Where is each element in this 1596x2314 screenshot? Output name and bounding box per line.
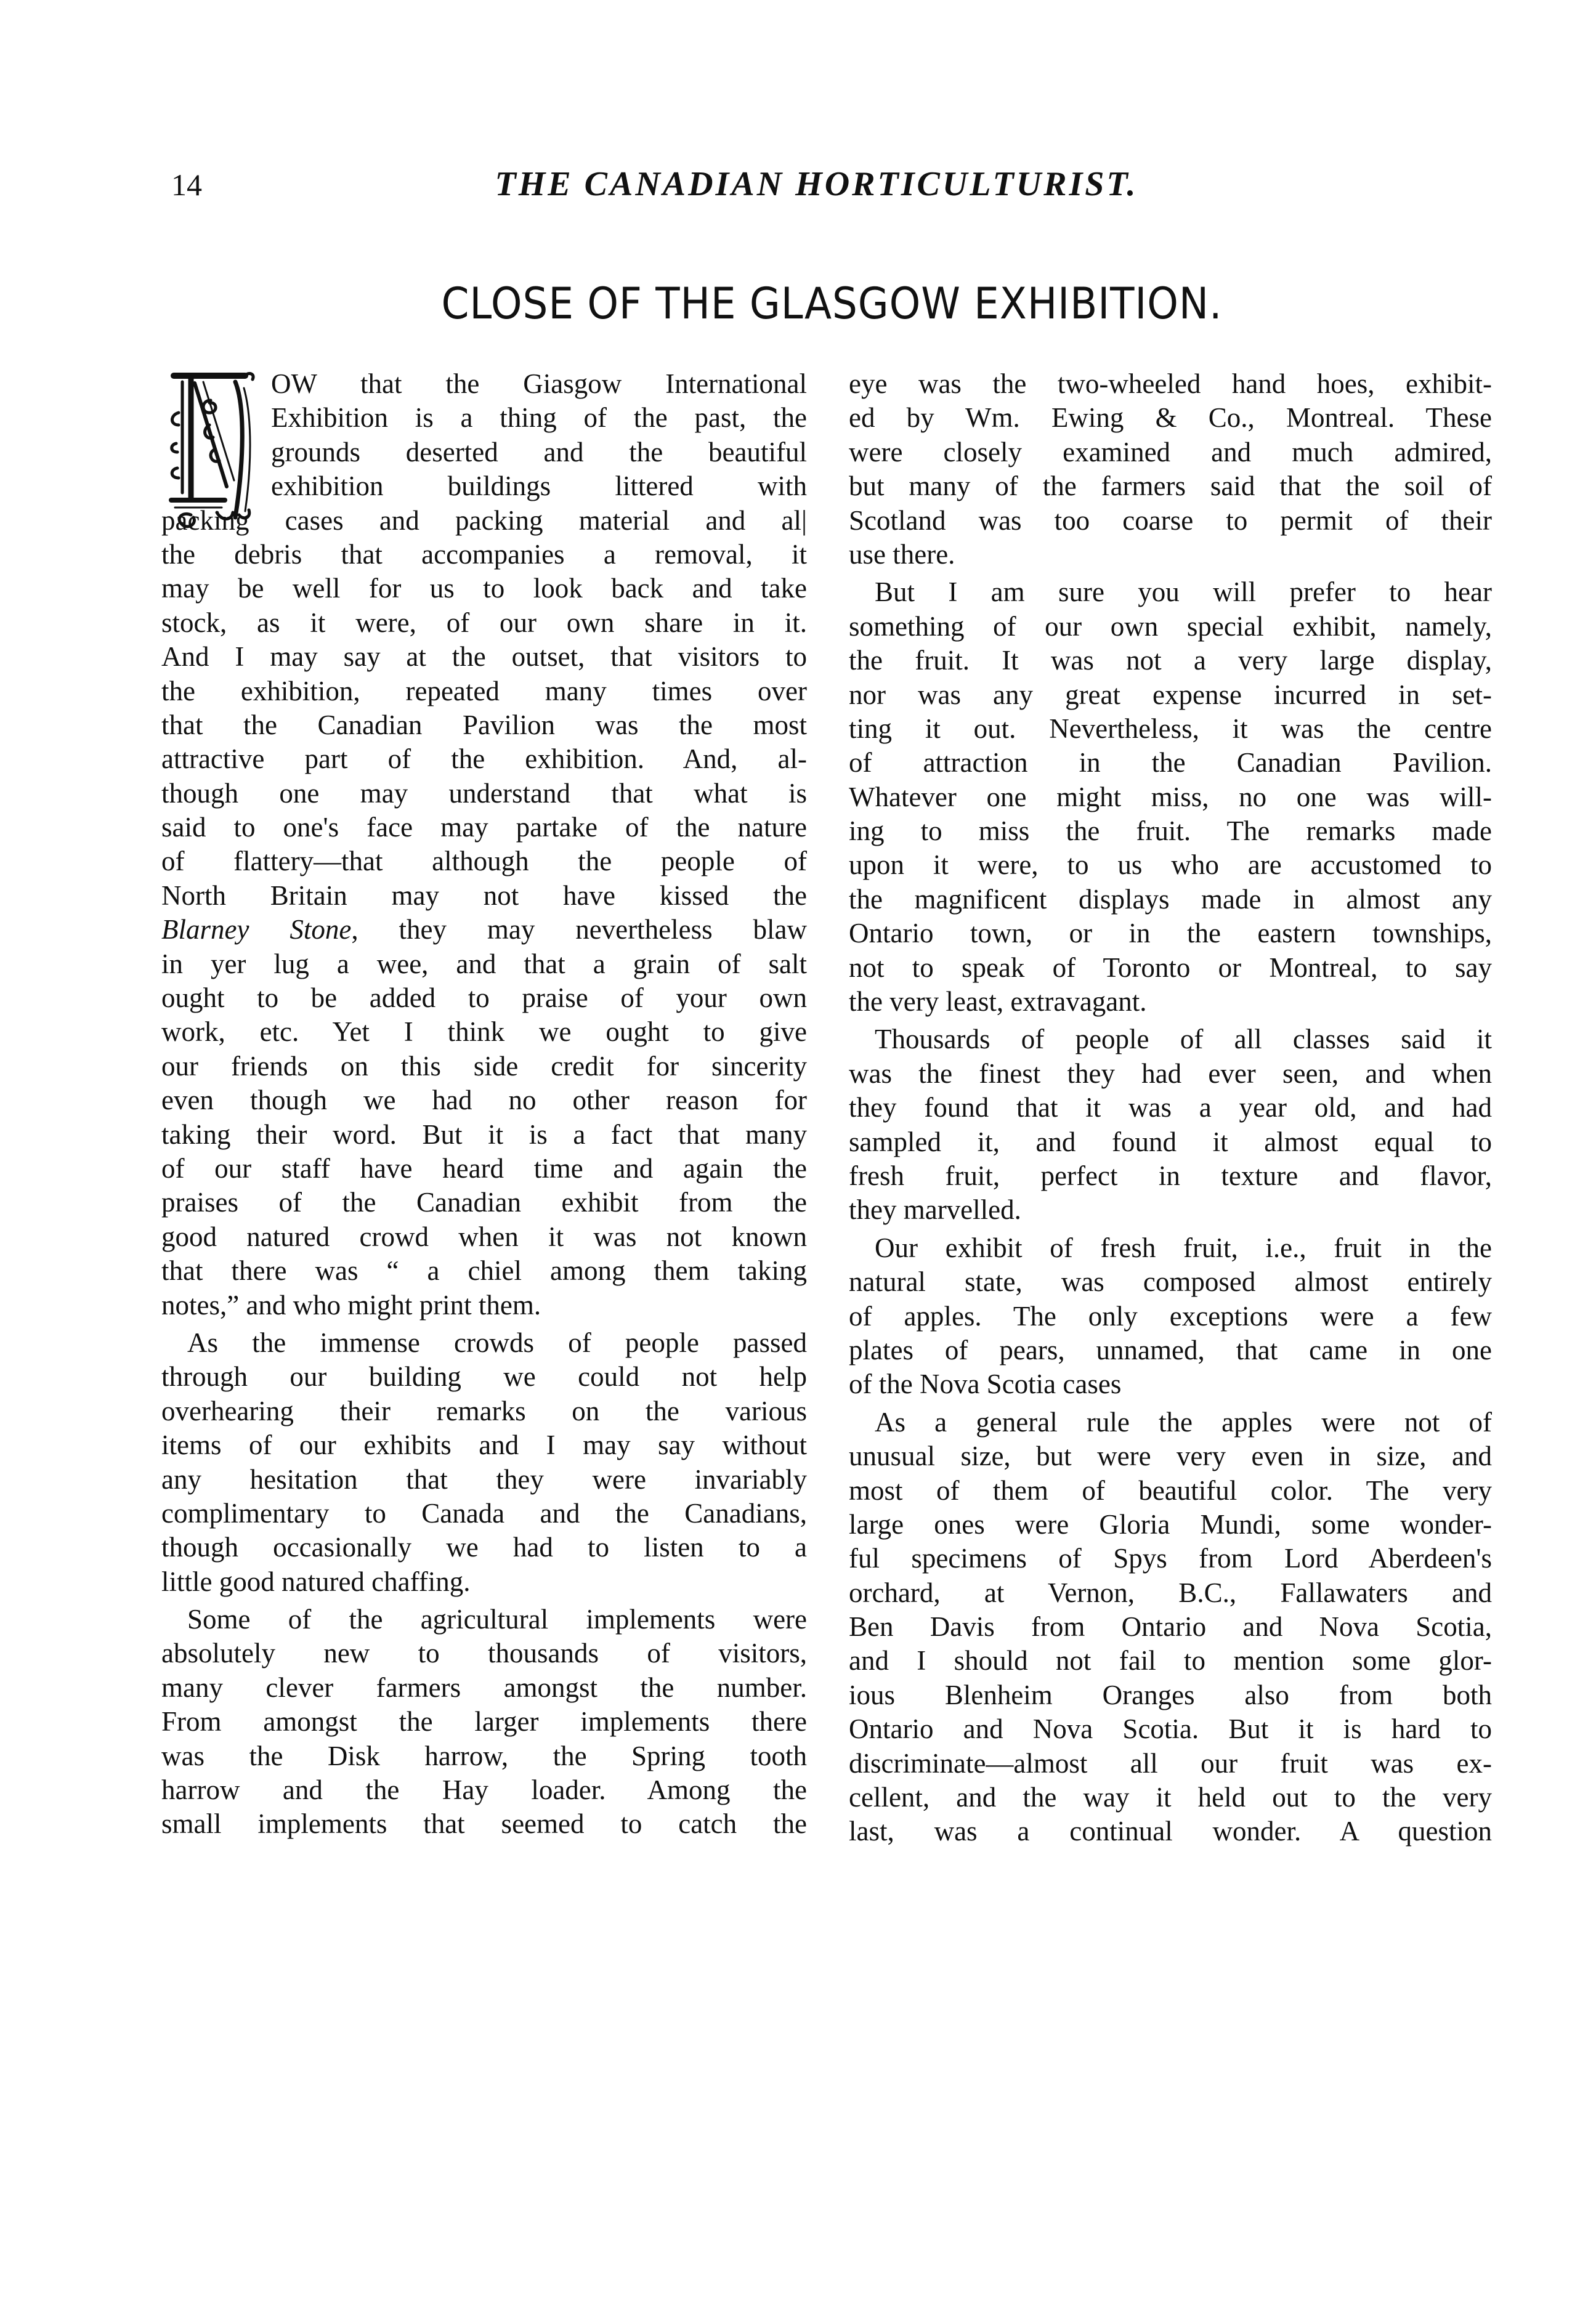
text-line: of apples. The only exceptions were a few — [849, 1300, 1492, 1332]
text-line: grounds deserted and the beautiful — [271, 436, 807, 467]
text-line: in yer lug a wee, and that a grain of salt — [161, 948, 807, 979]
text-line: ought to be added to praise of your own — [161, 982, 807, 1014]
text-line: cellent, and the way it held out to the very — [849, 1782, 1492, 1813]
right-column — [849, 367, 1492, 1849]
text-line: ious Blenheim Oranges also from both — [849, 1679, 1492, 1710]
running-head: THE CANADIAN HORTICULTURIST. — [495, 165, 1138, 203]
text-line: Our exhibit of fresh fruit, i.e., fruit in the — [875, 1232, 1492, 1263]
text-line: though one may understand that what is — [161, 777, 807, 809]
text-line: use there. — [849, 538, 955, 570]
text-line: ing to miss the fruit. The remarks made — [849, 815, 1492, 847]
text-line: And I may say at the outset, that visitors to — [161, 641, 807, 673]
italic-phrase: Blarney Stone — [161, 914, 352, 945]
text-line: of attraction in the Canadian Pavilion. — [849, 747, 1492, 779]
text-line: Thousards of people of all classes said it — [875, 1024, 1492, 1055]
text-line: praises of the Canadian exhibit from the — [161, 1187, 807, 1218]
text-line: our friends on this side credit for sincerity — [161, 1050, 807, 1082]
text-line: the magnificent displays made in almost any — [849, 883, 1492, 915]
text-line: were closely examined and much admired, — [849, 436, 1492, 467]
text-line: nor was any great expense incurred in set- — [849, 679, 1492, 710]
text-line: ed by Wm. Ewing & Co., Montreal. These — [849, 402, 1492, 434]
text-line: Ontario town, or in the eastern townships, — [849, 918, 1492, 949]
text-line: the fruit. It was not a very large display, — [849, 645, 1492, 676]
text-line: Ontario and Nova Scotia. But it is hard to — [849, 1713, 1492, 1745]
text-line: plates of pears, unnamed, that came in one — [849, 1334, 1492, 1365]
text-line: was the Disk harrow, the Spring tooth — [161, 1740, 807, 1771]
page-number: 14 — [171, 168, 202, 202]
text-line: most of them of beautiful color. The very — [849, 1475, 1492, 1506]
text-line: complimentary to Canada and the Canadians, — [161, 1497, 807, 1529]
text-line: notes,” and who might print them. — [161, 1289, 541, 1321]
text-line: though occasionally we had to listen to a — [161, 1532, 807, 1563]
text-line: North Britain may not have kissed the — [161, 880, 807, 911]
text-line: attractive part of the exhibition. And, al- — [161, 743, 807, 775]
text-line: any hesitation that they were invariably — [161, 1463, 807, 1495]
text-line: even though we had no other reason for — [161, 1085, 807, 1116]
text-line: discriminate—almost all our fruit was ex- — [849, 1747, 1492, 1779]
text-line: eye was the two-wheeled hand hoes, exhibit- — [849, 368, 1492, 399]
text-line: good natured crowd when it was not known — [161, 1221, 807, 1252]
text-line: they found that it was a year old, and had — [849, 1092, 1492, 1123]
text-line: Some of the agricultural implements were — [187, 1604, 807, 1635]
text-line: that the Canadian Pavilion was the most — [161, 709, 807, 740]
text-line: they marvelled. — [849, 1194, 1021, 1226]
text-line: unusual size, but were very even in size, and — [849, 1441, 1492, 1472]
text-line: taking their word. But it is a fact that many — [161, 1119, 807, 1150]
text-line: fresh fruit, perfect in texture and flavor, — [849, 1160, 1492, 1191]
text-line: little good natured chaffing. — [161, 1566, 471, 1597]
text-line: ting it out. Nevertheless, it was the centre — [849, 713, 1492, 744]
text-line: work, etc. Yet I think we ought to give — [161, 1016, 807, 1048]
left-column — [161, 367, 807, 1842]
text-line: items of our exhibits and I may say without — [161, 1430, 807, 1461]
text-line: last, was a continual wonder. A question — [849, 1816, 1492, 1847]
text-line: large ones were Gloria Mundi, some wonder- — [849, 1508, 1492, 1540]
text-line: Scotland was too coarse to permit of their — [849, 504, 1492, 536]
text-line: many clever farmers amongst the number. — [161, 1672, 807, 1703]
text-line: absolutely new to thousands of visitors, — [161, 1638, 807, 1669]
text-line: but many of the farmers said that the soil of — [849, 471, 1492, 502]
text-line: small implements that seemed to catch the — [161, 1808, 807, 1840]
text-line: upon it were, to us who are accustomed to — [849, 849, 1492, 881]
text-line: overhearing their remarks on the various — [161, 1395, 807, 1426]
text-line: that there was “ a chiel among them taking — [161, 1255, 807, 1287]
text-line: harrow and the Hay loader. Among the — [161, 1774, 807, 1806]
text-line: something of our own special exhibit, namely, — [849, 610, 1492, 642]
text-line: the exhibition, repeated many times over — [161, 675, 807, 706]
text-line: through our building we could not help — [161, 1361, 807, 1393]
text-line: exhibition buildings littered with — [271, 471, 807, 502]
text-line: Whatever one might miss, no one was will- — [849, 781, 1492, 812]
text-line: Ben Davis from Ontario and Nova Scotia, — [849, 1611, 1492, 1643]
text-line: But I am sure you will prefer to hear — [875, 576, 1492, 608]
text-line: From amongst the larger implements there — [161, 1706, 807, 1738]
text-line: Exhibition is a thing of the past, the — [271, 402, 807, 434]
text-fragment: , they may nevertheless blaw — [351, 914, 807, 945]
text-line: ful specimens of Spys from Lord Aberdeen's — [849, 1543, 1492, 1574]
text-line: was the finest they had ever seen, and when — [849, 1058, 1492, 1089]
text-line: As the immense crowds of people passed — [187, 1327, 807, 1358]
text-line: not to speak of Toronto or Montreal, to say — [849, 952, 1492, 983]
text-line: stock, as it were, of our own share in it. — [161, 607, 807, 638]
text-line: of the Nova Scotia cases — [849, 1369, 1122, 1400]
text-line-with-italic — [161, 913, 807, 947]
text-line: said to one's face may partake of the nature — [161, 812, 807, 843]
text-line: and I should not fail to mention some glor- — [849, 1645, 1492, 1677]
text-line: the very least, extravagant. — [849, 986, 1147, 1017]
text-line: As a general rule the apples were not of — [875, 1406, 1492, 1438]
text-line: sampled it, and found it almost equal to — [849, 1126, 1492, 1157]
text-line: of our staff have heard time and again the — [161, 1152, 807, 1184]
article-title: CLOSE OF THE GLASGOW EXHIBITION. — [441, 278, 1223, 329]
text-line: the debris that accompanies a removal, it — [161, 538, 807, 570]
text-line: natural state, was composed almost entirely — [849, 1266, 1492, 1298]
text-line: of flattery—that although the people of — [161, 846, 807, 877]
text-line: packing cases and packing material and al| — [161, 504, 807, 536]
text-line: OW that the Giasgow International — [271, 368, 807, 399]
text-line: may be well for us to look back and take — [161, 573, 807, 604]
text-line: orchard, at Vernon, B.C., Fallawaters and — [849, 1577, 1492, 1608]
